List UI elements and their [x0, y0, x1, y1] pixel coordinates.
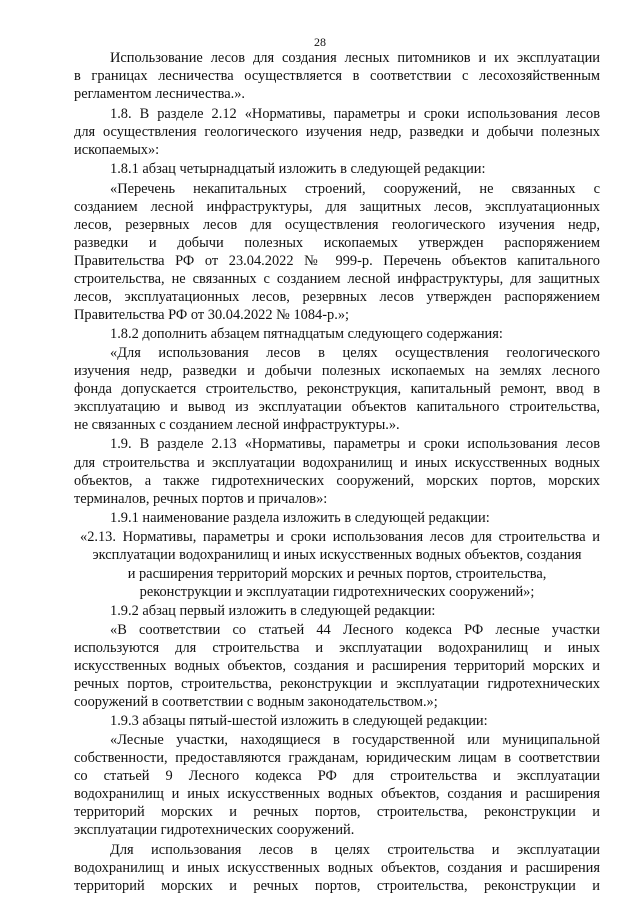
text-line: территорий морских и речных портов, строительства, реконструкции и [74, 804, 600, 820]
text-line: собственности, предоставляются гражданам, юридическим лицам в соответствии [74, 750, 600, 766]
text-line: Правительства РФ от 30.04.2022 № 1084-р.»; [74, 307, 350, 323]
text-line: речных портов, строительства, реконструкции и эксплуатации гидротехнических [74, 676, 600, 692]
text-line: «Лесные участки, находящиеся в государственной или муниципальной [110, 732, 600, 748]
text-line: водохранилищ и иных искусственных водных объектов, создания и расширения [74, 786, 600, 802]
text-line: «Перечень некапитальных строений, сооружений, не связанных с [110, 181, 600, 197]
text-line: «2.13. Нормативы, параметры и сроки использования лесов для строительства и [80, 529, 600, 545]
text-line: со статьей 9 Лесного кодекса РФ для строительства и эксплуатации [74, 768, 600, 784]
text-line: 1.9. В разделе 2.13 «Нормативы, параметры и сроки использования лесов [110, 436, 600, 452]
text-line: ископаемых»: [74, 142, 160, 158]
text-line: эксплуатацию и вывод из эксплуатации объектов капитального строительства, [74, 399, 600, 415]
text-line: объектов, а также гидротехнических сооружений, морских портов, морских [74, 473, 600, 489]
text-line: Использование лесов для создания лесных питомников и их эксплуатации [110, 50, 600, 66]
page-number: 28 [314, 35, 326, 49]
text-line: терминалов, речных портов и причалов»: [74, 491, 328, 507]
text-line: территорий морских и речных портов, строительства, реконструкции и [74, 878, 600, 894]
text-line: строительства, не связанных с созданием лесной инфраструктуры, для защитных [74, 271, 600, 287]
text-line: не связанных с созданием лесной инфраструктуры.». [74, 417, 400, 433]
text-line: Для использования лесов в целях строительства и эксплуатации [110, 842, 600, 858]
text-line: для строительства и эксплуатации водохранилищ и иных искусственных водных [74, 455, 600, 471]
text-line: искусственных водных объектов, создания и расширения территорий морских и [74, 658, 600, 674]
text-line: регламентом лесничества.». [74, 86, 246, 102]
text-line: 1.8. В разделе 2.12 «Нормативы, параметры и сроки использования лесов [110, 106, 600, 122]
text-line: созданием лесной инфраструктуры, для защитных лесов, эксплуатационных [74, 199, 600, 215]
text-line: лесов, резервных лесов для осуществления геологического изучения недр, [74, 217, 600, 233]
text-line: и расширения территорий морских и речных портов, строительства, [127, 566, 547, 582]
text-line: лесов, эксплуатационных лесов, резервных лесов утвержден распоряжением [74, 289, 600, 305]
text-line: изучения недр, разведки и добычи полезных ископаемых на землях лесного [74, 363, 600, 379]
text-line: для осуществления геологического изучения недр, разведки и добычи полезных [74, 124, 600, 140]
text-line: «В соответствии со статьей 44 Лесного кодекса РФ лесные участки [110, 622, 600, 638]
text-line: 1.8.2 дополнить абзацем пятнадцатым следующего содержания: [110, 326, 503, 342]
text-line: в границах лесничества осуществляется в соответствии с лесохозяйственным [74, 68, 600, 84]
text-line: 1.9.2 абзац первый изложить в следующей редакции: [110, 603, 436, 619]
text-line: 1.9.1 наименование раздела изложить в следующей редакции: [110, 510, 490, 526]
text-line: «Для использования лесов в целях осуществления геологического [110, 345, 600, 361]
text-line: сооружений в соответствии с водным законодательством.»; [74, 694, 438, 710]
text-line: водохранилищ и иных искусственных водных объектов, создания и расширения [74, 860, 600, 876]
text-line: эксплуатации водохранилищ и иных искусственных водных объектов, создания [92, 547, 582, 563]
text-line: эксплуатации гидротехнических сооружений. [74, 822, 355, 838]
text-line: фонда допускается строительство, реконструкция, капитальный ремонт, ввод в [74, 381, 600, 397]
text-line: 1.9.3 абзацы пятый-шестой изложить в следующей редакции: [110, 713, 488, 729]
text-line: используются для строительства и эксплуатации водохранилищ и иных [74, 640, 600, 656]
text-line: Правительства РФ от 23.04.2022 № 999-р. Перечень объектов капитального [74, 253, 600, 269]
text-line: 1.8.1 абзац четырнадцатый изложить в следующей редакции: [110, 161, 486, 177]
text-line: разведки и добычи полезных ископаемых утвержден распоряжением [74, 235, 600, 251]
text-line: реконструкции и эксплуатации гидротехнических сооружений»; [139, 584, 535, 600]
